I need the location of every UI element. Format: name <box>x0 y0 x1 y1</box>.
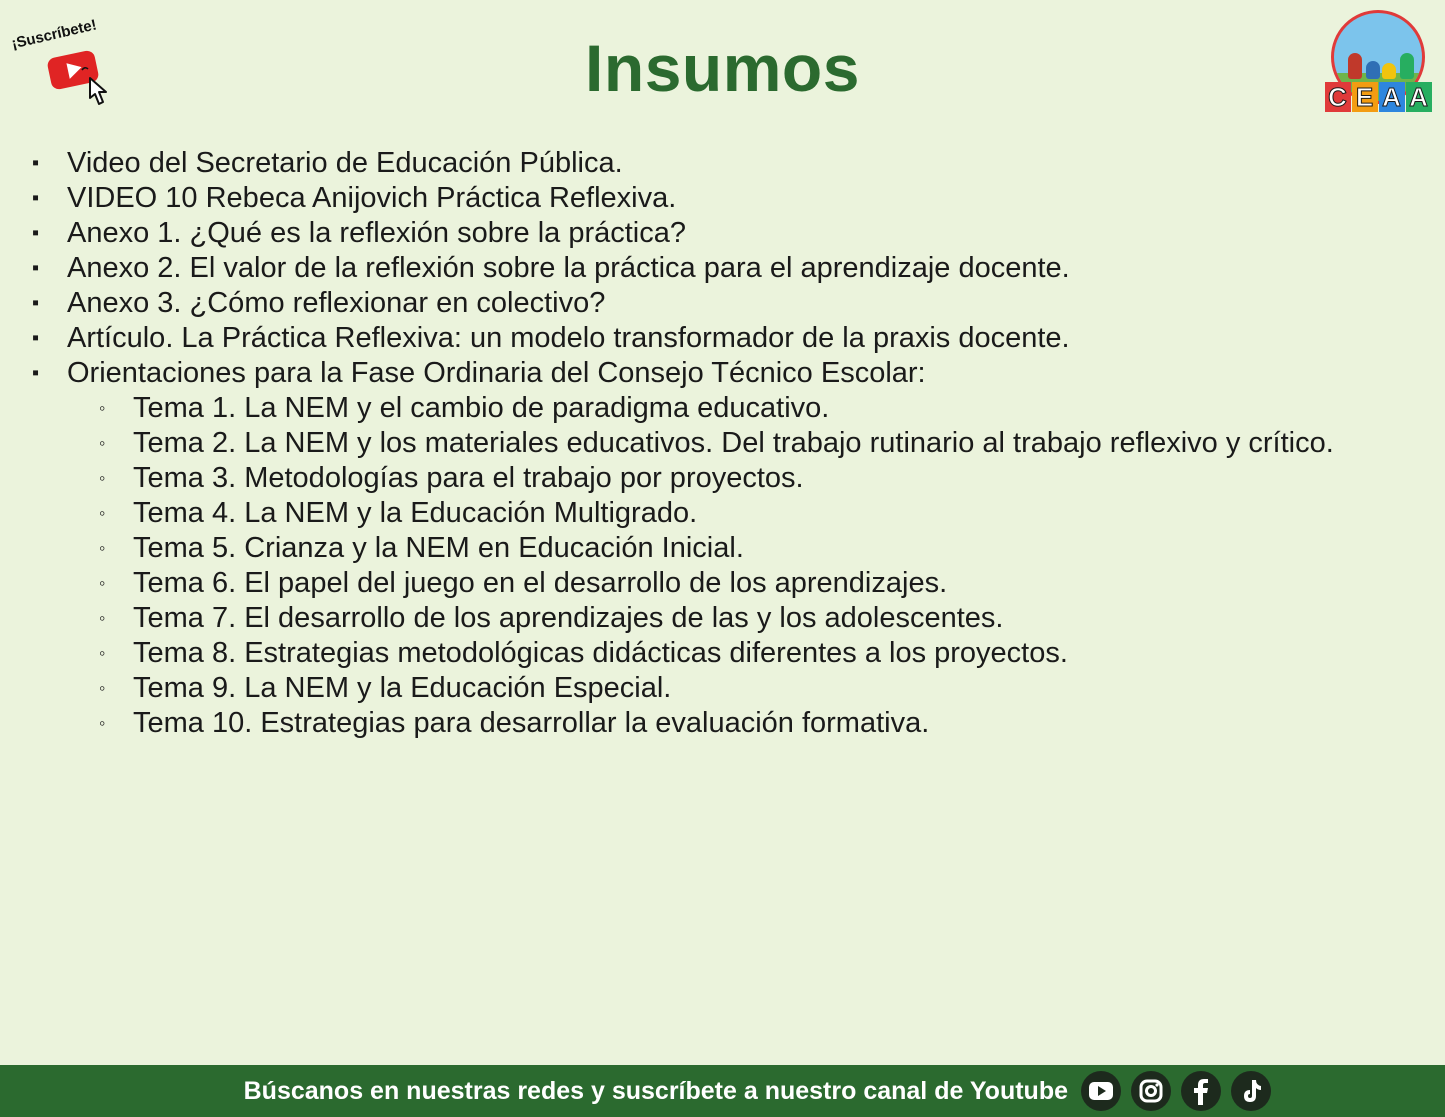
list-item <box>32 286 1422 321</box>
square-bullet-icon: ▪ <box>32 222 40 244</box>
list-item-text: Tema 3. Metodologías para el trabajo por proyectos. <box>133 462 804 494</box>
list-item-text: Tema 1. La NEM y el cambio de paradigma educativo. <box>133 392 830 424</box>
subscribe-label: ¡Suscríbete! <box>10 16 99 53</box>
list-item-text: Anexo 1. ¿Qué es la reflexión sobre la práctica? <box>67 217 686 249</box>
instagram-icon[interactable] <box>1131 1071 1171 1111</box>
circle-bullet-icon: ◦ <box>99 503 106 523</box>
list-item-text: Orientaciones para la Fase Ordinaria del Consejo Técnico Escolar: <box>67 357 926 389</box>
list-item-text: Video del Secretario de Educación Pública. <box>67 147 623 179</box>
youtube-icon[interactable] <box>1081 1071 1121 1111</box>
logo-letter: C <box>1325 82 1351 112</box>
square-bullet-icon: ▪ <box>32 327 40 349</box>
list-item <box>32 181 1422 216</box>
sub-list-item <box>32 496 1422 531</box>
list-item-text: Tema 6. El papel del juego en el desarrollo de los aprendizajes. <box>133 567 948 599</box>
circle-bullet-icon: ◦ <box>99 678 106 698</box>
logo-letter: A <box>1379 82 1405 112</box>
circle-bullet-icon: ◦ <box>99 538 106 558</box>
square-bullet-icon: ▪ <box>32 187 40 209</box>
footer-text: Búscanos en nuestras redes y suscríbete a nuestro canal de Youtube <box>243 1077 1068 1105</box>
list-item-text: Tema 5. Crianza y la NEM en Educación Inicial. <box>133 532 744 564</box>
insumos-list <box>32 146 1422 741</box>
sub-list-item <box>32 636 1422 671</box>
list-item-text: Tema 9. La NEM y la Educación Especial. <box>133 672 672 704</box>
list-item <box>32 321 1422 356</box>
list-item-text: Tema 10. Estrategias para desarrollar la evaluación formativa. <box>133 707 930 739</box>
circle-bullet-icon: ◦ <box>99 573 106 593</box>
facebook-icon[interactable] <box>1181 1071 1221 1111</box>
list-item-text: Tema 7. El desarrollo de los aprendizajes de las y los adolescentes. <box>133 602 1004 634</box>
list-item-text: VIDEO 10 Rebeca Anijovich Práctica Reflexiva. <box>67 182 677 214</box>
list-item <box>32 146 1422 181</box>
sub-list-item <box>32 461 1422 496</box>
logo-wordmark <box>1322 82 1434 112</box>
square-bullet-icon: ▪ <box>32 257 40 279</box>
square-bullet-icon: ▪ <box>32 362 40 384</box>
list-item-text: Tema 2. La NEM y los materiales educativos. Del trabajo rutinario al trabajo reflexivo y crítico. <box>133 427 1334 459</box>
list-item <box>32 356 1422 391</box>
list-item-text: Anexo 3. ¿Cómo reflexionar en colectivo? <box>67 287 606 319</box>
sub-list-item <box>32 426 1422 461</box>
logo-letter: E <box>1352 82 1378 112</box>
list-item-text: Tema 8. Estrategias metodológicas didácticas diferentes a los proyectos. <box>133 637 1068 669</box>
circle-bullet-icon: ◦ <box>99 643 106 663</box>
footer-bar <box>0 1065 1445 1117</box>
sub-list-item <box>32 531 1422 566</box>
list-item <box>32 251 1422 286</box>
list-item-text: Tema 4. La NEM y la Educación Multigrado. <box>133 497 698 529</box>
sub-list-item <box>32 601 1422 636</box>
square-bullet-icon: ▪ <box>32 152 40 174</box>
sub-list-item <box>32 391 1422 426</box>
logo-letter: A <box>1406 82 1432 112</box>
ceaa-logo <box>1322 10 1434 114</box>
page-title: Insumos <box>585 31 860 105</box>
list-item-text: Artículo. La Práctica Reflexiva: un modelo transformador de la praxis docente. <box>67 322 1070 354</box>
list-item-text: Anexo 2. El valor de la reflexión sobre la práctica para el aprendizaje docente. <box>67 252 1070 284</box>
sub-list-item <box>32 566 1422 601</box>
circle-bullet-icon: ◦ <box>99 433 106 453</box>
sub-list-item <box>32 671 1422 706</box>
circle-bullet-icon: ◦ <box>99 398 106 418</box>
square-bullet-icon: ▪ <box>32 292 40 314</box>
tiktok-icon[interactable] <box>1231 1071 1271 1111</box>
list-item <box>32 216 1422 251</box>
circle-bullet-icon: ◦ <box>99 608 106 628</box>
sub-list-item <box>32 706 1422 741</box>
circle-bullet-icon: ◦ <box>99 468 106 488</box>
circle-bullet-icon: ◦ <box>99 713 106 733</box>
